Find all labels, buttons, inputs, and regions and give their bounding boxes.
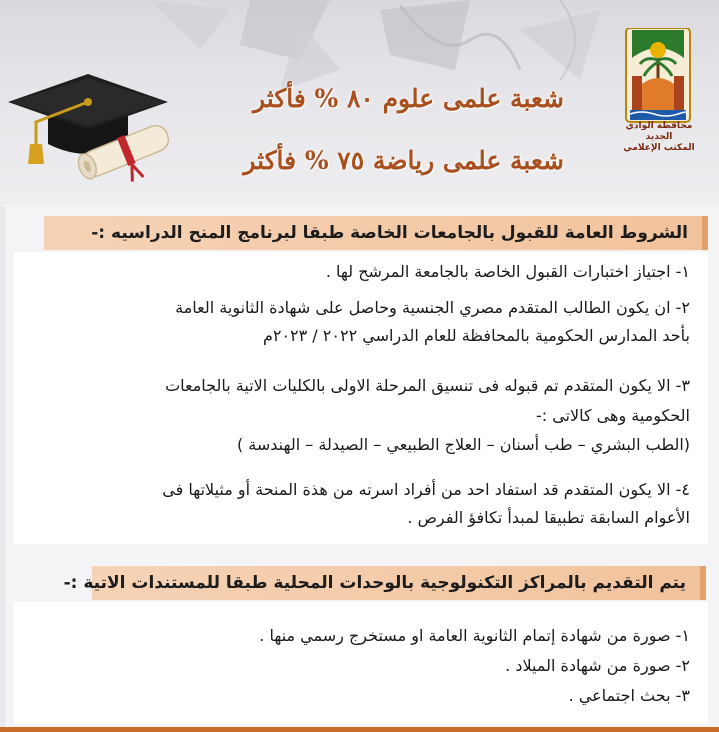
section2-panel bbox=[14, 602, 708, 724]
condition-4-line2: الأعوام السابقة تطبيقا لمبدأ تكافؤ الفرص . bbox=[407, 508, 690, 527]
document-2: ٢- صورة من شهادة الميلاد . bbox=[505, 656, 690, 675]
logo-caption-line1: محافظة الوادي الجديد bbox=[625, 121, 693, 142]
headline-science: شعبة علمى علوم ٨٠ % فأكثر bbox=[253, 84, 564, 113]
condition-3-line2: الحكومية وهى كالاتى :- bbox=[535, 406, 690, 425]
document-3: ٣- بحث اجتماعي . bbox=[568, 686, 690, 705]
document-1: ١- صورة من شهادة إتمام الثانوية العامة او مستخرج رسمي منها . bbox=[259, 626, 690, 645]
condition-4-line1: ٤- الا يكون المتقدم قد استفاد احد من أفراد اسرته من هذة المنحة أو مثيلاتها فى bbox=[162, 480, 690, 499]
bottom-accent-line bbox=[0, 727, 719, 732]
condition-1: ١- اجتياز اختبارات القبول الخاصة بالجامعة المرشح لها . bbox=[325, 262, 690, 281]
header-banner bbox=[0, 0, 719, 205]
left-edge-strip bbox=[0, 206, 5, 732]
condition-3-line1: ٣- الا يكون المتقدم تم قبوله فى تنسيق المرحلة الاولى بالكليات الاتية بالجامعات bbox=[165, 376, 690, 395]
logo-caption-line2: المكتب الإعلامي bbox=[623, 143, 695, 153]
headline-math: شعبة علمى رياضة ٧٥ % فأكثر bbox=[243, 146, 564, 175]
diploma-scroll-icon bbox=[70, 110, 180, 190]
condition-3-faculties: (الطب البشري – طب أسنان – العلاج الطبيعي – الصيدلة – الهندسة ) bbox=[236, 435, 690, 454]
section2-title: يتم التقديم بالمراكز التكنولوجية بالوحدات المحلية طبقا للمستندات الاتية :- bbox=[92, 566, 706, 600]
section1-title: الشروط العامة للقبول بالجامعات الخاصة طبقا لبرنامج المنح الدراسيه :- bbox=[44, 216, 708, 250]
condition-2-line1: ٢- ان يكون الطالب المتقدم مصري الجنسية وحاصل على شهادة الثانوية العامة bbox=[175, 298, 690, 317]
logo-caption bbox=[618, 121, 700, 154]
section1-panel bbox=[14, 252, 708, 544]
condition-2-line2: بأحد المدارس الحكومية بالمحافظة للعام الدراسي ٢٠٢٢ / ٢٠٢٣م bbox=[262, 326, 690, 345]
